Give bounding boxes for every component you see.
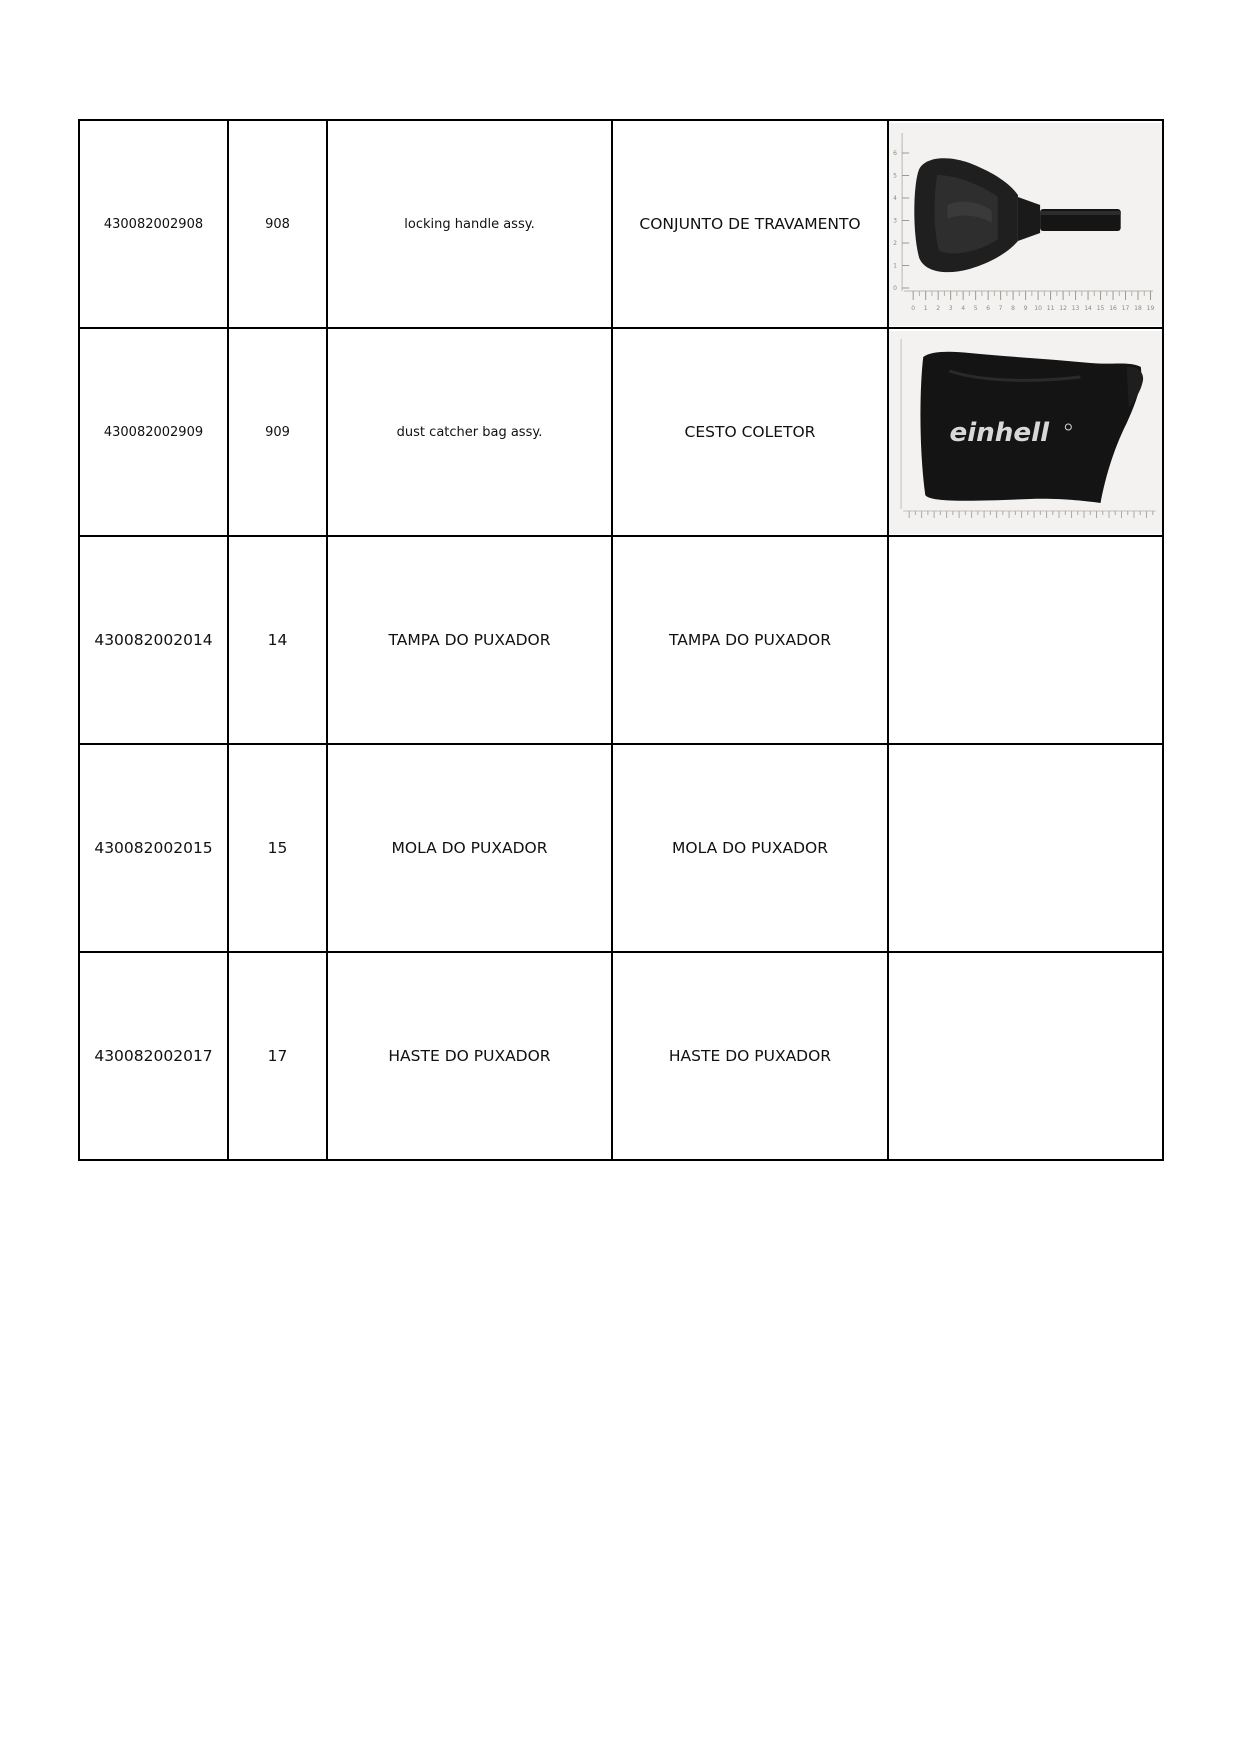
ruler-label: 1	[893, 262, 897, 269]
dust-bag-photo	[889, 331, 1162, 534]
ruler-label: 4	[961, 304, 966, 312]
ruler-label: 16	[1109, 304, 1117, 312]
ruler-label: 2	[936, 304, 941, 312]
table-row	[79, 536, 1163, 744]
description-en: MOLA DO PUXADOR	[327, 744, 612, 952]
part-image-cell	[888, 952, 1163, 1160]
description-en: dust catcher bag assy.	[327, 328, 612, 536]
ruler-label: 3	[948, 304, 953, 312]
description-en: locking handle assy.	[327, 120, 612, 328]
table-row	[79, 744, 1163, 952]
part-code: 430082002909	[79, 328, 228, 536]
ruler-label: 5	[973, 304, 978, 312]
description-pt: CESTO COLETOR	[612, 328, 888, 536]
part-code: 430082002014	[79, 536, 228, 744]
ruler-label: 13	[1071, 304, 1080, 312]
ruler-label: 6	[893, 149, 897, 157]
position-number: 908	[228, 120, 327, 328]
ruler-label: 14	[1084, 304, 1092, 312]
table-row	[79, 120, 1163, 328]
parts-table	[78, 119, 1164, 1161]
ruler-label: 4	[893, 194, 897, 202]
description-pt: CONJUNTO DE TRAVAMENTO	[612, 120, 888, 328]
description-pt: HASTE DO PUXADOR	[612, 952, 888, 1160]
ruler-label: 9	[1023, 304, 1028, 312]
ruler-label: 19	[1146, 304, 1155, 312]
part-code: 430082002908	[79, 120, 228, 328]
ruler-label: 6	[986, 304, 991, 312]
position-number: 15	[228, 744, 327, 952]
locking-handle-photo	[889, 123, 1162, 326]
ruler-label: 17	[1121, 304, 1130, 312]
ruler-label: 3	[893, 217, 897, 224]
description-pt: TAMPA DO PUXADOR	[612, 536, 888, 744]
ruler-label: 8	[1011, 304, 1016, 312]
ruler-label: 11	[1046, 304, 1055, 312]
position-number: 17	[228, 952, 327, 1160]
part-image-cell	[888, 120, 1163, 328]
position-number: 14	[228, 536, 327, 744]
einhell-logo: einhell	[949, 417, 1050, 448]
description-pt: MOLA DO PUXADOR	[612, 744, 888, 952]
position-number: 909	[228, 328, 327, 536]
ruler-label: 10	[1034, 304, 1042, 312]
ruler-label: 15	[1096, 304, 1105, 312]
ruler-label: 5	[893, 172, 897, 179]
part-code: 430082002015	[79, 744, 228, 952]
description-en: TAMPA DO PUXADOR	[327, 536, 612, 744]
ruler-label: 0	[911, 304, 916, 312]
ruler-label: 2	[893, 239, 897, 247]
ruler-label: 1	[923, 304, 928, 312]
description-en: HASTE DO PUXADOR	[327, 952, 612, 1160]
table-row	[79, 952, 1163, 1160]
ruler-label: 12	[1059, 304, 1067, 312]
part-image-cell	[888, 744, 1163, 952]
part-code: 430082002017	[79, 952, 228, 1160]
part-image-cell	[888, 328, 1163, 536]
ruler-label: 0	[893, 284, 897, 292]
ruler-label: 18	[1134, 304, 1142, 312]
ruler-label: 7	[998, 304, 1003, 312]
table-row	[79, 328, 1163, 536]
part-image-cell	[888, 536, 1163, 744]
